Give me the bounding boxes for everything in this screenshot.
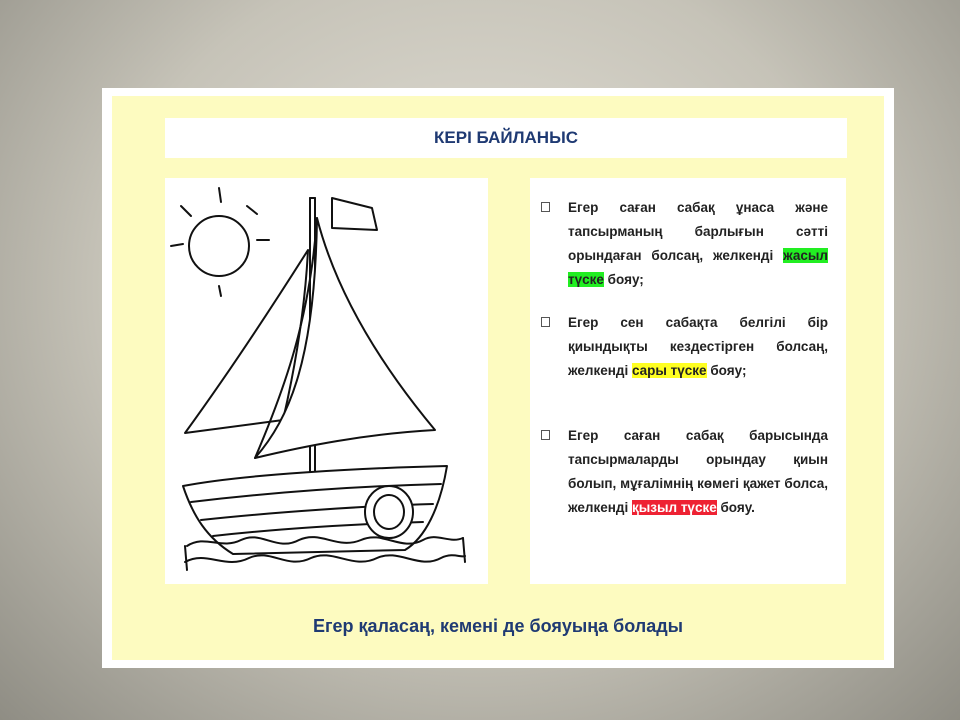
checkbox-bullet-icon: [541, 202, 550, 212]
slide: [102, 88, 894, 668]
checkbox-bullet-icon: [541, 430, 550, 440]
instruction-item-red: Егер саған сабақ барысында тапсырмаларды орындау қиын болып, мұғалімнің көмегі қажет болса, желкенді қызыл түске бояу.: [568, 424, 828, 520]
sailboat-coloring-icon: [165, 178, 488, 584]
title-bar: [165, 118, 847, 158]
highlight-yellow: сары түске: [631, 363, 707, 378]
page-title: КЕРІ БАЙЛАНЫС: [434, 128, 578, 147]
checkbox-bullet-icon: [541, 317, 550, 327]
highlight-red: қызыл түске: [631, 500, 717, 515]
instruction-item-green: Егер саған сабақ ұнаса және тапсырманың барлығын сәтті орындаған болсаң, желкенді жасыл түске бояу;: [568, 196, 828, 292]
footer-caption: Егер қаласаң, кемені де бояуыңа болады: [312, 616, 684, 636]
sun-icon: [171, 188, 269, 296]
slide-background: [112, 96, 884, 660]
image-panel: [165, 178, 488, 584]
instruction-item-yellow: Егер сен сабақта белгілі бір қиындықты кездестірген болсаң, желкенді сары түске бояу;: [568, 311, 828, 383]
instructions-panel: [530, 178, 846, 584]
highlight-green: жасыл түске: [568, 248, 828, 287]
